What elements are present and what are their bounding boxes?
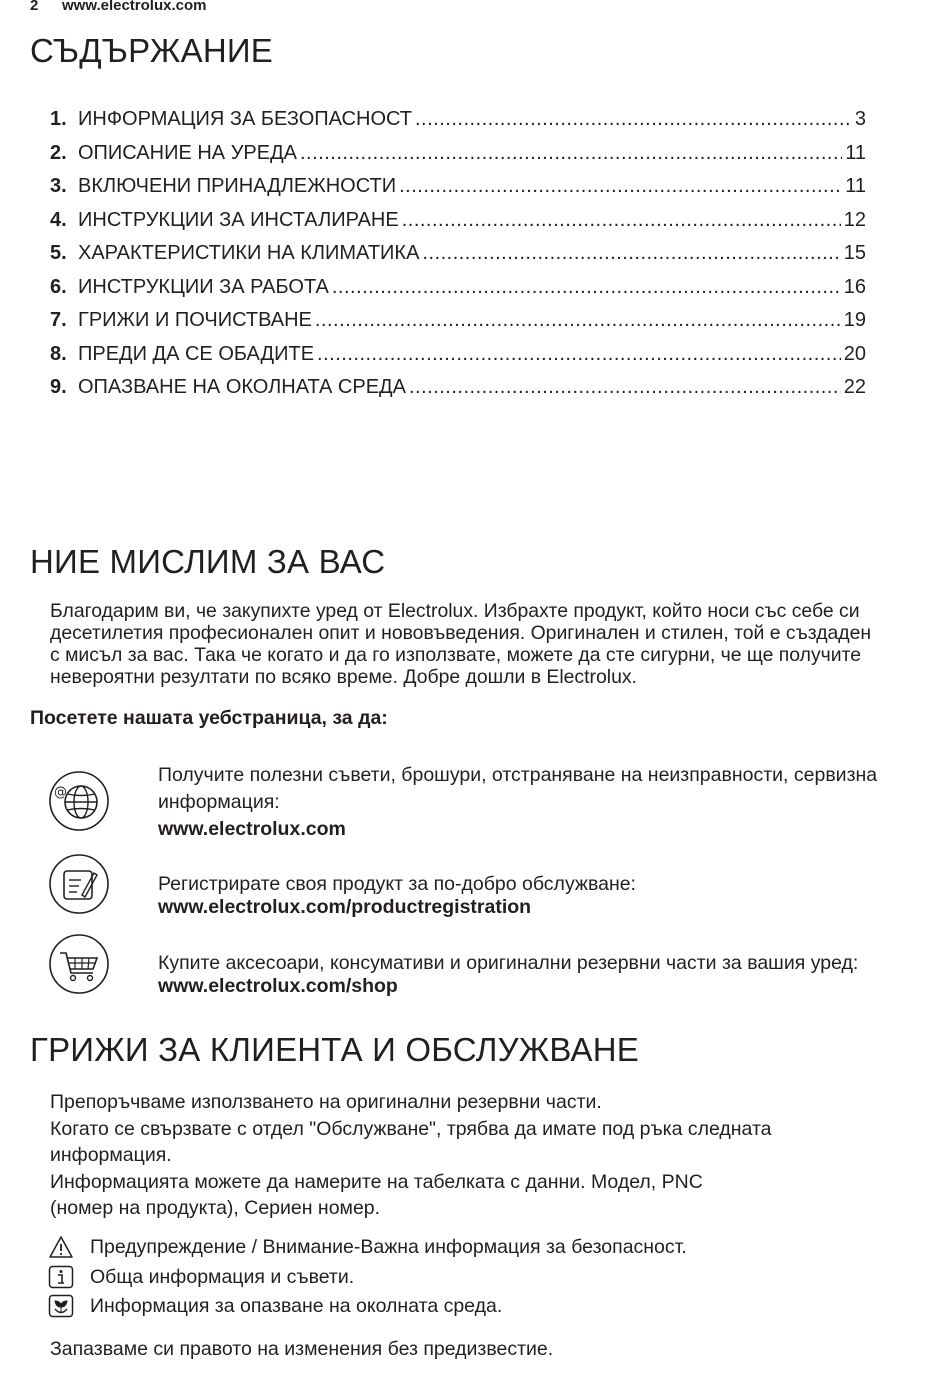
toc-item-label: ОПАЗВАНЕ НА ОКОЛНАТА СРЕДА bbox=[78, 376, 406, 398]
section-title-care: ГРИЖИ ЗА КЛИЕНТА И ОБСЛУЖВАНЕ bbox=[30, 1031, 639, 1068]
toc-leader bbox=[317, 343, 841, 366]
toc-item-page: 22 bbox=[843, 376, 866, 398]
toc-item-page: 3 bbox=[854, 108, 866, 130]
toc-leader bbox=[409, 376, 841, 399]
page-header bbox=[30, 0, 207, 14]
toc-item[interactable]: 1. ИНФОРМАЦИЯ ЗА БЕЗОПАСНОСТ ..... 3 bbox=[50, 108, 866, 142]
info-icon bbox=[48, 1265, 74, 1289]
toc-item-label: ГРИЖИ И ПОЧИСТВАНЕ bbox=[78, 309, 312, 331]
environment-icon bbox=[48, 1294, 74, 1318]
toc-item[interactable]: 8. ПРЕДИ ДА СЕ ОБАДИТЕ ..... 20 bbox=[50, 343, 866, 377]
toc-item-page: 19 bbox=[843, 309, 866, 331]
toc-item[interactable]: 7. ГРИЖИ И ПОЧИСТВАНЕ ..... 19 bbox=[50, 309, 866, 343]
closing-note: Запазваме си правото на изменения без предизвестие. bbox=[50, 1338, 554, 1360]
toc-item-label: ОПИСАНИЕ НА УРЕДА bbox=[78, 141, 297, 164]
toc-leader bbox=[300, 142, 842, 165]
toc-item-label: ПРЕДИ ДА СЕ ОБАДИТЕ bbox=[78, 342, 315, 365]
toc-leader bbox=[315, 309, 841, 332]
toc-item-label: ВКЛЮЧЕНИ ПРИНАДЛЕЖНОСТИ bbox=[78, 175, 397, 197]
toc-item-page: 11 bbox=[845, 141, 866, 164]
globe-icon bbox=[48, 770, 110, 832]
link-shop[interactable]: www.electrolux.com/shop bbox=[158, 975, 398, 997]
toc-item-page: 15 bbox=[843, 242, 866, 264]
toc-item[interactable]: 6. ИНСТРУКЦИИ ЗА РАБОТА ..... 16 bbox=[50, 276, 866, 310]
toc-item-label: ИНСТРУКЦИИ ЗА ИНСТАЛИРАНЕ bbox=[78, 208, 399, 231]
toc-item[interactable]: 5. ХАРАКТЕРИСТИКИ НА КЛИМАТИКА ..... 15 bbox=[50, 242, 866, 276]
header-site: www.electrolux.com bbox=[62, 0, 207, 14]
toc-leader bbox=[402, 209, 841, 232]
link-product-registration[interactable]: www.electrolux.com/productregistration bbox=[158, 896, 532, 918]
visit-heading: Посетете нашата уебстраница, за да: bbox=[30, 707, 388, 729]
toc-item[interactable]: 9. ОПАЗВАНЕ НА ОКОЛНАТА СРЕДА ..... 22 bbox=[50, 376, 866, 410]
legend-environment: Информация за опазване на околната среда. bbox=[48, 1294, 502, 1318]
toc-item[interactable]: 4. ИНСТРУКЦИИ ЗА ИНСТАЛИРАНЕ ..... 12 bbox=[50, 209, 866, 243]
legend-info: Обща информация и съвети. bbox=[48, 1265, 354, 1289]
svg-text:@: @ bbox=[54, 785, 67, 800]
legend-warning: Предупреждение / Внимание-Важна информация за безопасност. bbox=[48, 1235, 687, 1259]
toc-leader bbox=[422, 242, 840, 265]
toc-item-label: ИНСТРУКЦИИ ЗА РАБОТА bbox=[78, 275, 329, 298]
toc-item[interactable]: 2. ОПИСАНИЕ НА УРЕДА ..... 11 bbox=[50, 142, 866, 176]
section-title-thinking: НИЕ МИСЛИМ ЗА ВАС bbox=[30, 543, 386, 580]
toc-item-label: ИНФОРМАЦИЯ ЗА БЕЗОПАСНОСТ bbox=[78, 108, 412, 130]
registration-icon bbox=[48, 853, 110, 915]
toc-item[interactable]: 3. ВКЛЮЧЕНИ ПРИНАДЛЕЖНОСТИ ..... 11 bbox=[50, 175, 866, 209]
link-electrolux[interactable]: www.electrolux.com bbox=[158, 818, 346, 840]
toc-title: СЪДЪРЖАНИЕ bbox=[30, 32, 273, 69]
toc-leader bbox=[332, 276, 841, 299]
intro-paragraph: Благодарим ви, че закупихте уред от Electrolux. Избрахте продукт, който носи със себе си десетилетия професионален опит и нововъведения. Оригинален и стилен, той е създаден с мисъл за вас. Така че когато и да го използвате, можете да сте сигурни, че ще получите невероятни резултати по всяко време. Добре дошли в Electrolux. bbox=[50, 600, 872, 688]
page-number: 2 bbox=[30, 0, 39, 14]
toc-item-page: 12 bbox=[843, 208, 866, 231]
toc-item-page: 16 bbox=[843, 275, 866, 298]
toc-item-label: ХАРАКТЕРИСТИКИ НА КЛИМАТИКА bbox=[78, 242, 420, 264]
service-help: Получите полезни съвети, брошури, отстраняване на неизправности, сервизна информация: www.electrolux.com bbox=[158, 762, 928, 843]
warning-icon bbox=[48, 1235, 74, 1259]
toc-leader bbox=[415, 108, 852, 131]
toc-item-page: 11 bbox=[845, 175, 866, 197]
service-shop: Купите аксесоари, консумативи и оригинални резервни части за вашия уред: www.electrolux.com/shop bbox=[158, 952, 928, 998]
table-of-contents bbox=[50, 108, 866, 410]
service-register: Регистрирате своя продукт за по-добро обслужване: www.electrolux.com/productregistration bbox=[158, 873, 928, 919]
care-paragraph: Препоръчваме използването на оригинални резервни части. Когато се свързвате с отдел "Обслужване", трябва да имате под ръка следната информация. Информацията можете да намерите на табелката с данни. Модел, PNC (номер на продукта), Сериен номер. bbox=[50, 1091, 772, 1219]
toc-item-page: 20 bbox=[843, 342, 866, 365]
toc-leader bbox=[399, 175, 842, 198]
shopping-cart-icon bbox=[48, 933, 110, 995]
